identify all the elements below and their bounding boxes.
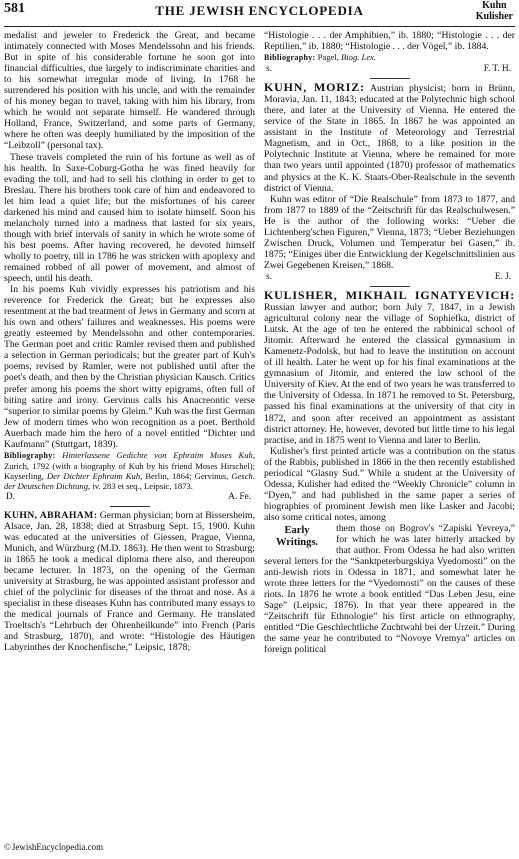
- signature-class: s.: [266, 270, 272, 281]
- article-divider: [370, 286, 410, 287]
- signature-class: s.: [266, 63, 272, 74]
- running-title: THE JEWISH ENCYCLOPEDIA: [155, 3, 364, 18]
- bib-title: Gesch. der Deutschen Dichtung,: [4, 470, 255, 491]
- signature-line: [4, 491, 255, 502]
- bibliography: [264, 52, 515, 63]
- page-header: [4, 0, 515, 27]
- bib-text: Zurich, 1792 (with a biography of Kuh by his friend Moses Hirschel); Kayserling,: [4, 460, 255, 481]
- signature-line: [264, 271, 515, 282]
- article-title: KUHN, MORIZ:: [264, 80, 365, 95]
- paragraph: “Histologie . . . der Amphibien,” ib. 1880; “Histologie . . . der Reptilien,” ib. 1880; “Histologie . . . der Vögel,” ib. 1884.: [264, 30, 515, 53]
- paragraph: Kuhn was editor of “Die Realschule” from 1873 to 1877, and from 1877 to 1889 of the “Zeitschrift für das Realschulwesen.” He is the author of the following works: “Ueber die Lichtenberg'schen Figuren,” Vienna, 1873; “Ueber Beziehungen Zwischen Druck, Volumen und Temperatur bei Gasen,” ib. 1875; “Einiges über die Entwicklung der Kegelschnittslinien aus Zwei Gegebenen Kreisen,” 1868.: [264, 193, 515, 271]
- article-divider: [110, 506, 150, 507]
- right-column: [264, 30, 515, 838]
- paragraph: Kulisher's first printed article was a contribution on the status of the Rabbis, published in 1866 in the then recently established periodical “Glasny Sud.” While a student at the University of Odessa, Kulisher had edited the “Weekly Chronicle” column in “Dyen,” and had published in the same paper a series of biographies of prominent Jewish men like Lasker and Jacobi; also some critical notes, among: [264, 445, 515, 523]
- article-kulisher-mikhail: [264, 287, 515, 446]
- paragraph-continuation: them those on Bogrov's “Zapiski Yevreya,” for which he was later bitterly attacked by that author. From Odessa he had also written several letters for the “Sanktpeterburgskiya Vyedomosti” on the anti-Jewish riots in Odessa in 1871, and somewhat later he wrote three letters for the “Vyedomosti” on the causes of these riots. In 1876 he wrote a book entitled “Das Leben Jesu, eine Sage” (Leipsic, 1876). In that year there appeared in the “Zeitschrift für Ethnologie” his first article on ethnography, entitled “Die Geschlechtliche Zuchtwahl bei der Urzeit.” During the same year he contributed to “Novoye Vremya” articles on foreign political: [264, 522, 515, 656]
- article-title: KULISHER, MIKHAIL IGNATYEVICH:: [264, 287, 515, 302]
- article-divider: [370, 78, 410, 79]
- footer-link[interactable]: JewishEncyclopedia.com: [11, 842, 104, 852]
- bib-text: Pagel,: [317, 52, 339, 63]
- bib-title: Hinterlassene Gedichte von Ephraim Moses Kuh,: [62, 449, 255, 460]
- page-number: 581: [4, 1, 25, 16]
- article-text: Russian lawyer and author; born July 7, 1847, in a Jewish agricultural colony near the village of Sophiefka, district of Lutsk. At the age of ten he entered the rabbinical school of Jitomir. Afterward he entered the classical gymnasium in Kamenetz-Podolsk, but had to leave the institution on account of ill health. Later he went up for his final examinations at the gymnasium of Jitomir, and entered the law school of the University of Kiev. At the end of two years he was transferred to the University of Odessa. In 1871 he removed to St. Petersburg, passed his final examinations at the university of that city in 1872, and soon after received an appointment as assistant district attorney. He, however, devoted but little time to his legal practise, and in 1875 went to Vienna and later to Berlin.: [264, 302, 515, 446]
- article-kuhn-abraham: [4, 510, 255, 654]
- bibliography-label: Bibliography:: [264, 53, 316, 63]
- signature-author: A. Fe.: [228, 490, 251, 501]
- paragraph: These travels completed the ruin of his fortune as well as of his health. In Saxe-Coburg-Gotha he was fined heavily for evading the toll, and had to sell his clothing in order to get to Breslau. There his brothers took care of him and endeavored to let him lead a quiet life; but the misfortunes of his career darkened his mind and caused him to isolate himself. Soon his melancholy turned into a madness that lasted for six years, though with brief intervals of sanity in which he wrote some of his best poems. After having recovered, he devoted himself wholly to poetry, till in 1786 he was stricken with apoplexy and remained robbed of all power of movement, and almost of speech, until his death.: [4, 151, 255, 285]
- signature-class: D.: [6, 490, 15, 501]
- bib-text: iv. 283 et seq., Leipsic, 1873.: [92, 480, 193, 491]
- bibliography: [4, 450, 255, 491]
- paragraph: medalist and jeweler to Frederick the Great, and became intimately connected with Moses Mendelssohn and his friends. But in spite of his considerable fortune he soon got into financial difficulties, due largely to indiscriminate charities and to his somewhat irregular mode of living. In 1768 he surrendered his position with his uncle, and with the remainder of his money began to travel, taking with him his library, from which he would not separate himself. He wandered through Holland, France, Switzerland, and some parts of Germany, where he often was deeply humiliated by the imposition of the “Leibzoll” (personal tax).: [4, 30, 255, 152]
- article-text: German physician; born at Bissersheim, Alsace, Jan. 28, 1838; died at Strasburg Sept. 15, 1900. Kuhn was educated at the universities of Giessen, Prague, Vienna, Munich, and Würzburg (M.D. 1863). He then went to Strasburg; in 1865 he took a medical diploma there also, and thereupon became lecturer. In 1873, on the opening of the German university at Strasburg, he was appointed assistant professor and chief of the polyclinic for diseases of the throat and nose. As a specialist in these diseases Kuhn has contributed many essays to the medical journals of France and Germany. He translated Troeltsch's “Lehrbuch der Ohrenheilkunde” into French (Paris and Strasburg, 1870), and wrote: “Histologie des Häutigen Labyrinthes der Knochenfische,” Leipsic, 1878;: [4, 509, 255, 654]
- article-kuhn-moriz: [264, 82, 515, 193]
- bib-text: Berlin, 1864; Gervinus,: [145, 470, 229, 481]
- signature-author: F. T. H.: [483, 63, 511, 74]
- guide-word-bottom: Kulisher: [475, 11, 513, 22]
- bibliography-label: Bibliography:: [4, 450, 56, 460]
- side-note: Early Writings.: [275, 524, 319, 548]
- page-footer: [4, 842, 103, 852]
- copyright-icon: ©: [4, 842, 11, 852]
- paragraph: In his poems Kuh vividly expresses his patriotism and his reverence for Frederick the Great; but he expresses also resentment at the bad treatment of Jews in Germany and scorn at his own and others' failures and weaknesses. His poems were greatly esteemed by Mendelssohn and other contemporaries. The German poet and critic Ramler revised them and published a selection in German periodicals; but the greater part of Kuh's poems, revised by Ramler, were not published until after the poet's death, and then by the Christian physician Kausch. Critics prefer among his poems the short witty epigrams, often full of biting satire and irony. Gervinus calls his Anacreontic verse “superior to similar poems by Gleim.” Kuh was the first German Jew of modern times who won recognition as a poet. Berthold Auerbach made him the hero of a novel entitled “Dichter und Kaufmann” (Stuttgart, 1839).: [4, 284, 255, 450]
- bib-title: Der Dichter Ephraim Kuh,: [46, 470, 143, 481]
- left-column: [4, 30, 255, 838]
- signature-line: [264, 63, 515, 74]
- article-title: KUHN, ABRAHAM:: [4, 509, 98, 521]
- signature-author: E. J.: [494, 270, 511, 281]
- article-text: Austrian physicist; born in Brünn, Moravia, Jan. 11, 1843; educated at the Polytechnic high school there, and later at the University of Vienna. He entered the service of the State in 1865. In 1867 he was appointed an assistant in the Institute of Meteorology and Terrestrial Magnetism, and in Oct., 1868, to a like position in the Polytechnic Institute at Vienna, where he remained for more than two years until appointed (1870) professor of mathematics and physics at the K. K. Staats-Ober-Realschule in the seventh district of Vienna.: [264, 83, 515, 194]
- paragraph-with-side-note: [264, 523, 515, 656]
- guide-words: [476, 0, 513, 22]
- guide-word-top: Kuhn: [482, 0, 507, 11]
- bib-title: Biog. Lex.: [341, 52, 377, 63]
